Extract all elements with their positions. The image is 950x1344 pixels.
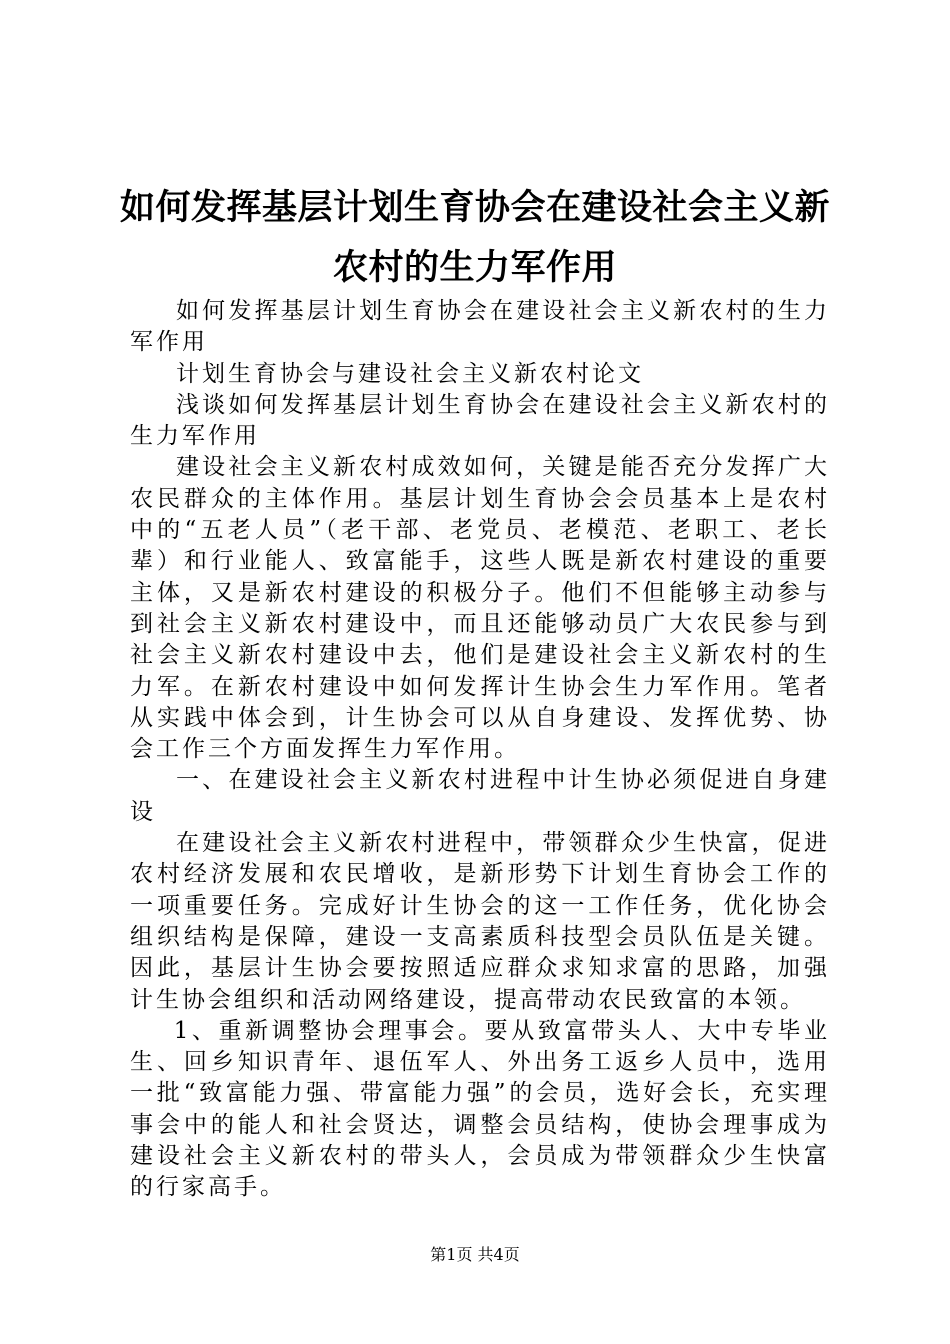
- paragraph-subtitle: 计划生育协会与建设社会主义新农村论文: [176, 360, 644, 387]
- paragraph-intro: 建设社会主义新农村成效如何，关键是能否充分发挥广大农民群众的主体作用。基层计划生育协会会员基本上是农村中的“五老人员”（老干部、老党员、老模范、老职工、老长辈）和行业能人、致富能手，这些人既是新农村建设的重要主体，又是新农村建设的积极分子。他们不但能够主动参与到社会主义新农村建设中，而且还能够动员广大农民参与到社会主义新农村建设中去，他们是建设社会主义新农村的生力军。在新农村建设中如何发挥计生协会生力军作用。笔者从实践中体会到，计生协会可以从自身建设、发挥优势、协会工作三个方面发挥生力军作用。: [130, 454, 830, 763]
- paragraph-section-1: 在建设社会主义新农村进程中，带领群众少生快富，促进农村经济发展和农民增收，是新形势下计划生育协会工作的一项重要任务。完成好计生协会的这一工作任务，优化协会组织结构是保障，建设一支高素质科技型会员队伍是关键。因此，基层计生协会要按照适应群众求知求富的思路，加强计生协会组织和活动网络建设，提高带动农民致富的本领。: [130, 830, 830, 1013]
- paragraph-title-repeat: 如何发挥基层计划生育协会在建设社会主义新农村的生力军作用: [130, 298, 830, 356]
- paragraph-item-1: 1、重新调整协会理事会。要从致富带头人、大中专毕业生、回乡知识青年、退伍军人、外出务工返乡人员中，选用一批“致富能力强、带富能力强”的会员，选好会长，充实理事会中的能人和社会贤达，调整会员结构，使协会理事成为建设社会主义新农村的带头人，会员成为带领群众少生快富的行家高手。: [130, 1017, 830, 1201]
- document-title: 如何发挥基层计划生育协会在建设社会主义新农村的生力军作用: [119, 188, 830, 288]
- page-number: 第1页 共4页: [430, 1245, 520, 1264]
- page-footer: [0, 1244, 950, 1266]
- document-body: [130, 296, 830, 1204]
- paragraph-essay-title: 浅谈如何发挥基层计划生育协会在建设社会主义新农村的生力军作用: [130, 391, 830, 450]
- section-heading-1: 一、在建设社会主义新农村进程中计生协必须促进自身建设: [130, 767, 830, 825]
